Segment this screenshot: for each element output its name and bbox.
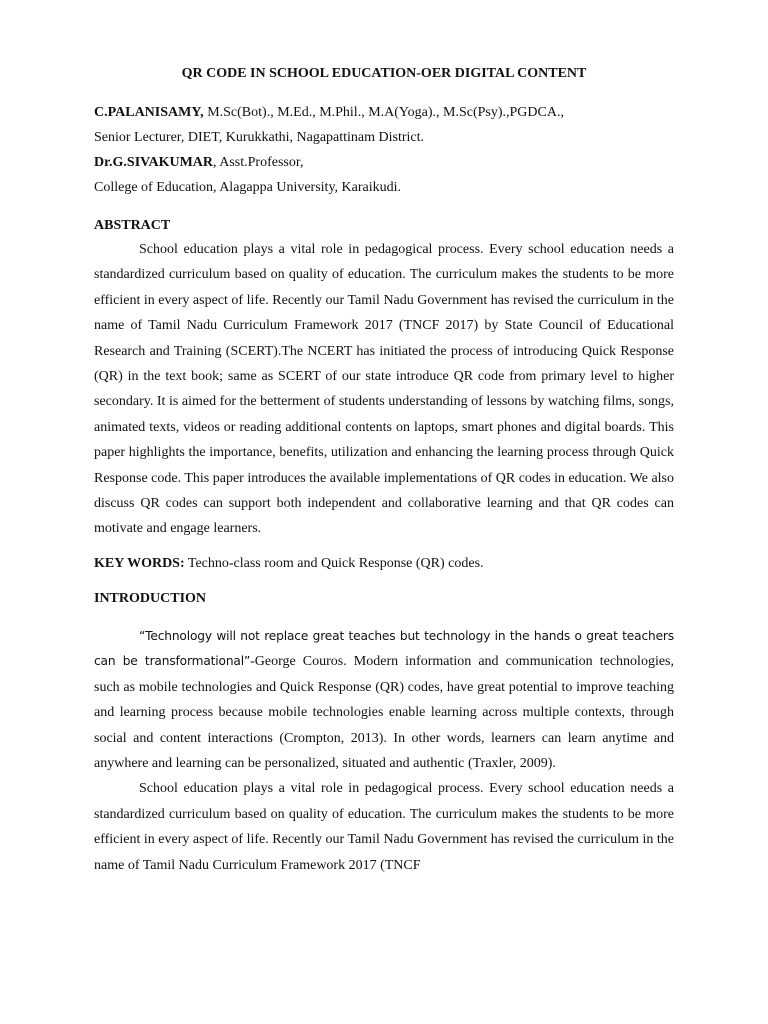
introduction-paragraph-1: [94, 624, 674, 776]
introduction-paragraph-2: School education plays a vital role in pedagogical process. Every school education needs a standardized curriculum based on quality of education. The curriculum makes the students to be more efficient in every aspect of life. Recently our Tamil Nadu Government has revised the curriculum in the name of Tamil Nadu Curriculum Framework 2017 (TNCF: [94, 781, 674, 873]
introduction-heading: INTRODUCTION: [94, 590, 207, 606]
author2-name: Dr.G.SIVAKUMAR: [94, 155, 214, 170]
keywords-label: KEY WORDS:: [94, 555, 185, 571]
author1-affiliation: Senior Lecturer, DIET, Kurukkathi, Nagapattinam District.: [94, 130, 425, 145]
author2-title: , Asst.Professor,: [213, 155, 304, 170]
author1-name: C.PALANISAMY,: [94, 105, 204, 120]
abstract-heading: ABSTRACT: [94, 218, 171, 233]
introduction-paragraph-1-text: -George Couros. Modern information and communication technologies, such as mobile technologies and Quick Response (QR) codes, have great potential to improve teaching and learning process because mobile technologies enable learning across multiple contexts, through social and content interactions (Crompton, 2013). In other words, learners can learn anytime and anywhere and learning can be personalized, situated and authentic (Traxler, 2009).: [94, 654, 674, 771]
author2-line: [94, 150, 674, 175]
opening-quote: “Technology will not replace great teaches but technology in the hands o great teachers can be transformational”: [94, 628, 674, 669]
paper-title: QR CODE IN SCHOOL EDUCATION-OER DIGITAL CONTENT: [181, 66, 587, 81]
author1-degrees: M.Sc(Bot)., M.Ed., M.Phil., M.A(Yoga)., M.Sc(Psy).,PGDCA.,: [203, 105, 564, 120]
keywords-text: Techno-class room and Quick Response (QR) codes.: [184, 555, 484, 571]
author1-line: [94, 100, 674, 125]
author2-affiliation: College of Education, Alagappa University, Karaikudi.: [94, 180, 402, 195]
keywords-line: [94, 553, 674, 575]
abstract-text: School education plays a vital role in pedagogical process. Every school education needs a standardized curriculum based on quality of education. The curriculum makes the students to be more efficient in every aspect of life. Recently our Tamil Nadu Government has revised the curriculum in the name of Tamil Nadu Curriculum Framework 2017 (TNCF 2017) by State Council of Educational Research and Training (SCERT).The NCERT has initiated the process of introducing Quick Response (QR) in the text book; same as SCERT of our state introduce QR code from primary level to higher secondary. It is aimed for the betterment of students understanding of lessons by watching films, songs, animated texts, videos or reading additional contents on laptops, smart phones and digital boards. This paper highlights the importance, benefits, utilization and enhancing the learning process through Quick Response code. This paper introduces the available implementations of QR codes in education. We also discuss QR codes can support both independent and collaborative learning and that QR codes can motivate and engage learners.: [94, 242, 674, 537]
